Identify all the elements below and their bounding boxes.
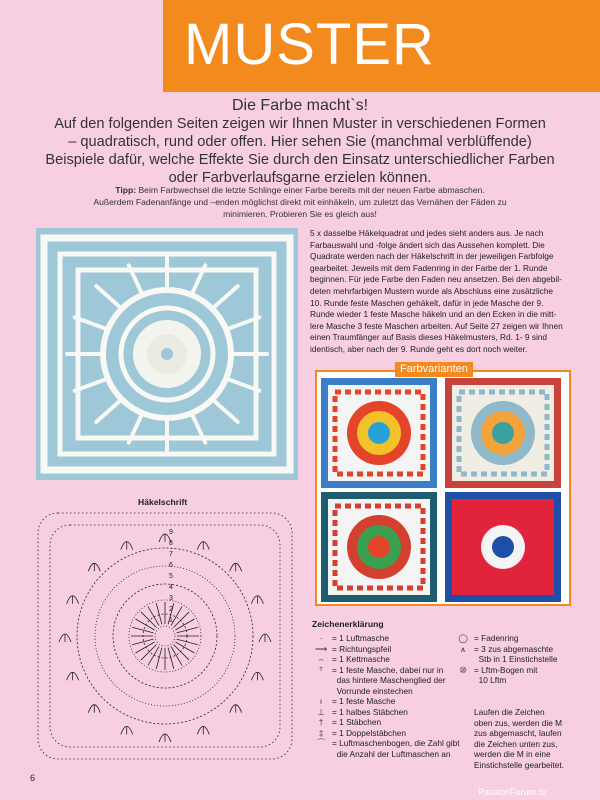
body-line: Runde wieder 1 feste Masche häkeln und an den Ecken in die mitt- (310, 309, 557, 320)
legend-row (310, 665, 470, 676)
legend-title: Zeichenerklärung (312, 619, 384, 629)
legend-row (310, 675, 470, 686)
crochet-square-image (36, 228, 298, 480)
legend-text: = 3 zus abgemaschte (474, 643, 554, 654)
cluster-icon: ⩚ (460, 643, 466, 654)
tip-label: Tipp: (115, 185, 137, 195)
intro-line: – quadratisch, rund oder offen. Hier sehen Sie (manchmal verblüffende) (68, 134, 532, 150)
color-variant-image (321, 492, 437, 602)
intro-line: Auf den folgenden Seiten zeigen wir Ihnen Muster in verschiedenen Formen (54, 116, 546, 132)
legend-text: = 1 halbes Stäbchen (332, 706, 408, 717)
body-line: einen Traumfänger auf Basis dieses Häkelmusters, Rd. 1- 9 sind (310, 332, 548, 343)
color-variant-2 (445, 378, 561, 488)
double-crochet-icon: † (318, 717, 324, 727)
note-line: Einstichstelle gearbeitet. (474, 759, 564, 770)
body-line: gearbeitet. Jeweils mit dem Fadenring in der Farbe der 1. Runde (310, 262, 548, 273)
legend-row (310, 707, 470, 718)
round-number: 3 (169, 595, 173, 602)
body-line: Quadrate werden nach der Häkelschrift in der jeweiligen Farbfolge (310, 251, 554, 262)
legend-row (310, 644, 470, 655)
round-number: 8 (169, 540, 173, 547)
legend-text: = 1 Doppelstäbchen (332, 727, 407, 738)
round-number: 9 (169, 529, 173, 536)
single-crochet-back-icon: ᵀ (319, 664, 323, 675)
header-banner (0, 0, 600, 92)
treble-crochet-icon: ‡ (318, 727, 324, 738)
round-number: 4 (169, 584, 173, 591)
legend-text: 10 Lftm (474, 675, 507, 685)
color-variant-image (321, 378, 437, 488)
legend-text: = 1 Stäbchen (332, 717, 382, 727)
legend-row (452, 654, 582, 665)
body-text (310, 228, 570, 356)
intro-text (30, 115, 570, 187)
legend-text: = Luftmaschenbogen, die Zahl gibt (332, 738, 460, 748)
round-number: 5 (169, 573, 173, 580)
tip-line: Beim Farbwechsel die letzte Schlinge einer Farbe bereits mit der neuen Farbe abmaschen. (136, 185, 485, 195)
body-line: deten mehrfarbigen Mustern wurde als Abschluss eine zusätzliche (310, 285, 554, 296)
legend-text: das hintere Maschenglied der (332, 675, 446, 685)
legend-text: Stb in 1 Einstichstelle (474, 654, 558, 664)
legend-left (310, 633, 470, 759)
legend-row (310, 738, 470, 749)
note-line: zus abgemascht, laufen (474, 728, 562, 738)
chain-arc-10-icon: ⑩ (459, 664, 467, 675)
intro-line: Beispiele dafür, welche Effekte Sie durch den Einsatz unterschiedlicher Farben (45, 152, 555, 168)
slip-stitch-icon: ⌢ (318, 654, 324, 664)
dot-icon: · (319, 633, 323, 643)
half-double-icon: ⊥ (317, 706, 325, 717)
legend-text: = Lftm-Bogen mit (474, 664, 538, 675)
tip-line: Außerdem Fadenanfänge und –enden möglichst direkt mit einhäkeln, um zuletzt das Vernähen der Fäden zu (93, 197, 507, 207)
note-line: die Zeichen unten zus, (474, 738, 558, 749)
crochet-square-photo (36, 228, 298, 480)
body-line: beginnen. Für jede Farbe den Faden neu ansetzen. Bei den abgebil- (310, 274, 562, 285)
color-variant-1 (321, 378, 437, 488)
legend-row (310, 696, 470, 707)
round-number: 6 (169, 562, 173, 569)
page-title: MUSTER (184, 12, 435, 77)
legend-row (310, 717, 470, 728)
legend-row (310, 749, 470, 760)
round-number: 7 (169, 551, 173, 558)
legend-row (310, 728, 470, 739)
legend-row (452, 644, 582, 655)
tip-box (40, 184, 560, 220)
diagram-title: Häkelschrift (138, 497, 188, 507)
legend-row (452, 675, 582, 686)
page-number: 6 (30, 773, 36, 783)
legend-note (474, 707, 574, 770)
color-variant-image (445, 492, 561, 602)
legend-row (452, 633, 582, 644)
single-crochet-icon: ı (319, 696, 323, 706)
body-line: identisch, aber nach der 9. Runde geht es dort noch weiter. (310, 343, 528, 354)
legend-row (310, 633, 470, 644)
color-variant-image (445, 378, 561, 488)
body-line: lere Masche 3 feste Maschen arbeiten. Auf Seite 27 zeigen wir Ihnen (310, 320, 563, 331)
legend-text: die Anzahl der Luftmaschen an (332, 748, 451, 759)
legend-row (310, 686, 470, 697)
arrow-right-icon: ⟶ (315, 643, 327, 654)
note-line: werden die M in eine (474, 749, 551, 759)
magic-ring-icon: ◯ (458, 633, 468, 643)
body-line: 10. Runde feste Maschen gehäkelt, dafür in jede Masche der 9. (310, 297, 544, 308)
legend-text: Vorrunde einstechen (332, 685, 413, 696)
tip-line: minimieren. Probieren Sie es gleich aus! (223, 209, 377, 219)
legend-text: = 1 feste Masche, dabei nur in (332, 664, 444, 675)
legend-row (452, 665, 582, 676)
legend-row (310, 654, 470, 665)
legend-text: = 1 Kettmasche (332, 654, 390, 664)
body-line: Farbauswahl und -folge ändert sich das Aussehen komplett. Die (310, 239, 545, 250)
body-line: 5 x dasselbe Häkelquadrat und jedes sieht anders aus. Je nach (310, 228, 544, 238)
color-variant-4 (445, 492, 561, 602)
legend-text: = 1 Luftmasche (332, 633, 389, 643)
chain-arc-icon: ⌒ (316, 738, 326, 748)
intro-line: oder Farbverlaufsgarne erzielen können. (168, 170, 432, 186)
watermark: PassionForum.ru (478, 787, 547, 797)
color-variants-label: Farbvarianten (395, 362, 473, 377)
round-number: 1 (169, 617, 173, 624)
note-line: Laufen die Zeichen (474, 707, 545, 717)
crochet-chart-diagram (30, 505, 300, 767)
legend-text: = 1 feste Masche (332, 696, 396, 706)
note-line: oben zus, werden die M (474, 717, 563, 728)
legend-text: = Richtungspfeil (332, 643, 392, 654)
round-number: 2 (169, 606, 173, 613)
legend-right (452, 633, 582, 686)
color-variants-frame (315, 370, 571, 606)
subtitle: Die Farbe macht`s! (231, 97, 369, 114)
color-variant-3 (321, 492, 437, 602)
legend-text: = Fadenring (474, 633, 519, 643)
